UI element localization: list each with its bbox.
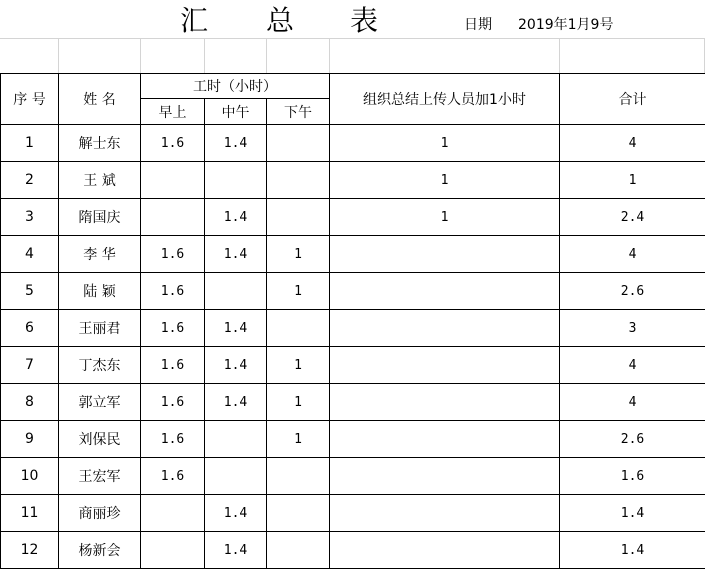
cell-morning[interactable] — [141, 532, 205, 569]
cell-noon[interactable]: 1.4 — [205, 199, 267, 236]
title-char-1: 汇 — [180, 4, 209, 37]
cell-total[interactable]: 1.4 — [560, 532, 705, 569]
cell-total[interactable]: 2.4 — [560, 199, 705, 236]
cell-upload[interactable] — [330, 273, 560, 310]
cell-noon[interactable] — [205, 421, 267, 458]
cell-seq[interactable]: 6 — [1, 310, 59, 347]
cell-total[interactable]: 2.6 — [560, 421, 705, 458]
cell-morning[interactable]: 1.6 — [141, 310, 205, 347]
cell-name[interactable]: 郭立军 — [59, 384, 141, 421]
table-row — [1, 125, 705, 162]
gridline — [329, 38, 330, 74]
cell-total[interactable]: 1 — [560, 162, 705, 199]
table-row — [1, 421, 705, 458]
cell-morning[interactable]: 1.6 — [141, 236, 205, 273]
gridline — [140, 38, 141, 74]
cell-noon[interactable]: 1.4 — [205, 532, 267, 569]
cell-seq[interactable]: 9 — [1, 421, 59, 458]
table-row — [1, 458, 705, 495]
title-char-2: 总 — [266, 4, 295, 37]
cell-name[interactable]: 李 华 — [59, 236, 141, 273]
cell-morning[interactable]: 1.6 — [141, 125, 205, 162]
cell-afternoon[interactable]: 1 — [267, 421, 330, 458]
table-row — [1, 236, 705, 273]
cell-afternoon[interactable]: 1 — [267, 273, 330, 310]
cell-morning[interactable]: 1.6 — [141, 421, 205, 458]
gridline — [559, 38, 560, 74]
table-row — [1, 532, 705, 569]
cell-afternoon[interactable]: 1 — [267, 236, 330, 273]
header-noon[interactable]: 中午 — [205, 99, 267, 125]
cell-afternoon[interactable] — [267, 458, 330, 495]
cell-total[interactable]: 4 — [560, 236, 705, 273]
table-row — [1, 384, 705, 421]
cell-afternoon[interactable] — [267, 199, 330, 236]
table-row — [1, 199, 705, 236]
cell-noon[interactable] — [205, 162, 267, 199]
table-row — [1, 310, 705, 347]
cell-seq[interactable]: 1 — [1, 125, 59, 162]
cell-name[interactable]: 商丽珍 — [59, 495, 141, 532]
cell-afternoon[interactable] — [267, 495, 330, 532]
cell-name[interactable]: 隋国庆 — [59, 199, 141, 236]
cell-seq[interactable]: 12 — [1, 532, 59, 569]
cell-total[interactable]: 2.6 — [560, 273, 705, 310]
cell-name[interactable]: 丁杰东 — [59, 347, 141, 384]
cell-upload[interactable] — [330, 495, 560, 532]
title-char-3: 表 — [350, 4, 379, 37]
cell-morning[interactable]: 1.6 — [141, 273, 205, 310]
cell-seq[interactable]: 11 — [1, 495, 59, 532]
summary-table — [0, 73, 705, 569]
cell-seq[interactable]: 7 — [1, 347, 59, 384]
cell-noon[interactable]: 1.4 — [205, 384, 267, 421]
cell-upload[interactable]: 1 — [330, 125, 560, 162]
header-upload[interactable]: 组织总结上传人员加1小时 — [330, 74, 560, 125]
table-row — [1, 347, 705, 384]
cell-upload[interactable] — [330, 532, 560, 569]
cell-morning[interactable] — [141, 199, 205, 236]
cell-total[interactable]: 1.4 — [560, 495, 705, 532]
cell-seq[interactable]: 8 — [1, 384, 59, 421]
sheet-title — [180, 4, 410, 38]
blank-row — [0, 38, 705, 74]
header-morning[interactable]: 早上 — [141, 99, 205, 125]
cell-upload[interactable] — [330, 310, 560, 347]
cell-name[interactable]: 刘保民 — [59, 421, 141, 458]
date-value: 2019年1月9号 — [518, 17, 614, 33]
cell-total[interactable]: 4 — [560, 384, 705, 421]
cell-afternoon[interactable]: 1 — [267, 347, 330, 384]
cell-morning[interactable]: 1.6 — [141, 347, 205, 384]
cell-noon[interactable]: 1.4 — [205, 347, 267, 384]
cell-upload[interactable] — [330, 384, 560, 421]
header-name[interactable]: 姓 名 — [59, 74, 141, 125]
date-label: 日期 — [464, 17, 492, 33]
cell-upload[interactable] — [330, 458, 560, 495]
cell-name[interactable]: 解士东 — [59, 125, 141, 162]
gridline — [266, 38, 267, 74]
cell-afternoon[interactable]: 1 — [267, 384, 330, 421]
cell-morning[interactable]: 1.6 — [141, 458, 205, 495]
gridline — [58, 38, 59, 74]
cell-seq[interactable]: 4 — [1, 236, 59, 273]
cell-name[interactable]: 陆 颖 — [59, 273, 141, 310]
cell-noon[interactable]: 1.4 — [205, 125, 267, 162]
table-row — [1, 273, 705, 310]
cell-seq[interactable]: 3 — [1, 199, 59, 236]
cell-upload[interactable]: 1 — [330, 162, 560, 199]
cell-upload[interactable]: 1 — [330, 199, 560, 236]
cell-total[interactable]: 4 — [560, 125, 705, 162]
table-row — [1, 162, 705, 199]
header-afternoon[interactable]: 下午 — [267, 99, 330, 125]
table-row — [1, 495, 705, 532]
cell-seq[interactable]: 2 — [1, 162, 59, 199]
header-seq[interactable]: 序 号 — [1, 74, 59, 125]
cell-afternoon[interactable] — [267, 532, 330, 569]
cell-name[interactable]: 王 斌 — [59, 162, 141, 199]
cell-name[interactable]: 王宏军 — [59, 458, 141, 495]
cell-upload[interactable] — [330, 421, 560, 458]
cell-total[interactable]: 1.6 — [560, 458, 705, 495]
header-total[interactable]: 合计 — [560, 74, 705, 125]
cell-morning[interactable]: 1.6 — [141, 384, 205, 421]
gridline — [204, 38, 205, 74]
cell-upload[interactable] — [330, 236, 560, 273]
cell-upload[interactable] — [330, 347, 560, 384]
cell-name[interactable]: 王丽君 — [59, 310, 141, 347]
cell-afternoon[interactable] — [267, 310, 330, 347]
cell-afternoon[interactable] — [267, 162, 330, 199]
cell-noon[interactable]: 1.4 — [205, 495, 267, 532]
cell-morning[interactable] — [141, 495, 205, 532]
cell-noon[interactable]: 1.4 — [205, 236, 267, 273]
cell-total[interactable]: 4 — [560, 347, 705, 384]
cell-seq[interactable]: 10 — [1, 458, 59, 495]
cell-name[interactable]: 杨新会 — [59, 532, 141, 569]
cell-afternoon[interactable] — [267, 125, 330, 162]
cell-noon[interactable] — [205, 273, 267, 310]
cell-noon[interactable] — [205, 458, 267, 495]
cell-total[interactable]: 3 — [560, 310, 705, 347]
cell-noon[interactable]: 1.4 — [205, 310, 267, 347]
cell-morning[interactable] — [141, 162, 205, 199]
cell-seq[interactable]: 5 — [1, 273, 59, 310]
header-hours[interactable]: 工时（小时） — [141, 74, 330, 99]
